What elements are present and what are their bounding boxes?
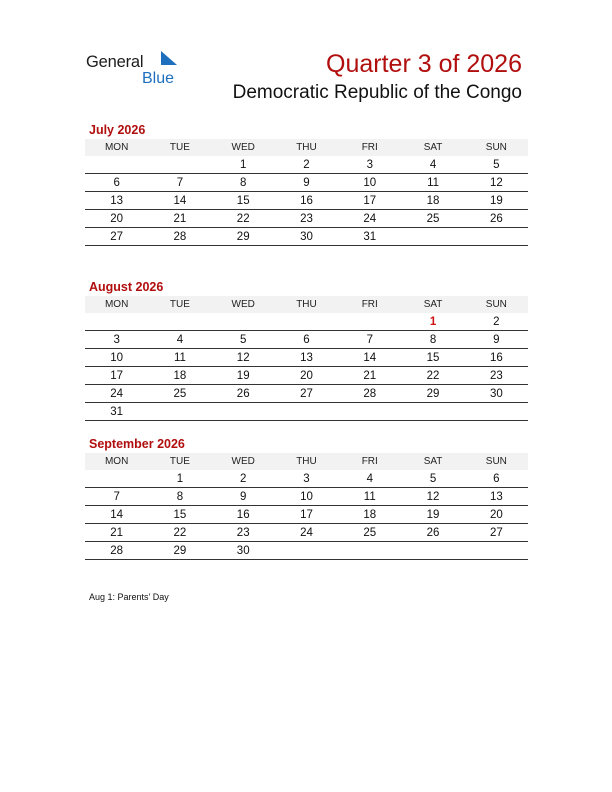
day-cell: 24: [275, 524, 338, 542]
day-cell: 20: [465, 506, 528, 524]
calendar-body: [85, 156, 528, 246]
day-cell: 20: [275, 367, 338, 385]
day-cell: 16: [275, 192, 338, 210]
day-cell: 1: [212, 156, 275, 174]
day-cell: 29: [148, 542, 211, 560]
day-cell: 30: [212, 542, 275, 560]
day-cell: 21: [85, 524, 148, 542]
day-cell: 17: [338, 192, 401, 210]
day-cell: 4: [148, 331, 211, 349]
weekday-header: SAT: [401, 139, 464, 156]
day-cell: 5: [401, 470, 464, 488]
week-row: [85, 367, 528, 385]
day-cell: 1: [148, 470, 211, 488]
empty-day-cell: [401, 542, 464, 560]
week-row: [85, 174, 528, 192]
weekday-header: FRI: [338, 296, 401, 313]
day-cell: 8: [148, 488, 211, 506]
weekday-header: MON: [85, 296, 148, 313]
weekday-header: THU: [275, 139, 338, 156]
day-cell: 28: [338, 385, 401, 403]
day-cell: 2: [465, 313, 528, 331]
calendar-body: [85, 470, 528, 560]
day-cell: 10: [85, 349, 148, 367]
weekday-header: MON: [85, 139, 148, 156]
day-cell: 25: [148, 385, 211, 403]
weekday-header: SAT: [401, 453, 464, 470]
day-cell: 29: [401, 385, 464, 403]
day-cell: 3: [338, 156, 401, 174]
day-cell: 4: [338, 470, 401, 488]
day-cell: 10: [275, 488, 338, 506]
day-cell: 12: [212, 349, 275, 367]
month-august: [85, 278, 528, 421]
day-cell: 21: [338, 367, 401, 385]
empty-day-cell: [465, 228, 528, 246]
day-cell: 2: [212, 470, 275, 488]
week-row: [85, 192, 528, 210]
week-row: [85, 210, 528, 228]
day-cell: 10: [338, 174, 401, 192]
day-cell: 16: [212, 506, 275, 524]
generalblue-logo: [86, 50, 196, 90]
day-cell: 15: [401, 349, 464, 367]
weekday-header: SAT: [401, 296, 464, 313]
empty-day-cell: [85, 156, 148, 174]
day-cell: 6: [465, 470, 528, 488]
day-cell: 19: [401, 506, 464, 524]
empty-day-cell: [338, 313, 401, 331]
day-cell: 5: [212, 331, 275, 349]
day-cell: 3: [85, 331, 148, 349]
country-name: Democratic Republic of the Congo: [232, 82, 522, 103]
day-cell: 27: [275, 385, 338, 403]
empty-day-cell: [275, 403, 338, 421]
month-title: August 2026: [89, 280, 164, 294]
day-cell: 30: [465, 385, 528, 403]
day-cell: 12: [401, 488, 464, 506]
empty-day-cell: [212, 313, 275, 331]
week-row: [85, 349, 528, 367]
weekday-header: THU: [275, 453, 338, 470]
empty-day-cell: [338, 403, 401, 421]
day-cell: 13: [85, 192, 148, 210]
day-cell: 26: [401, 524, 464, 542]
weekday-header: MON: [85, 453, 148, 470]
week-row: [85, 506, 528, 524]
day-cell: 14: [338, 349, 401, 367]
day-cell: 9: [212, 488, 275, 506]
day-cell: 17: [85, 367, 148, 385]
weekday-header: FRI: [338, 453, 401, 470]
day-cell: 25: [401, 210, 464, 228]
day-cell: 11: [148, 349, 211, 367]
day-cell: 12: [465, 174, 528, 192]
holiday-note: Aug 1: Parents’ Day: [89, 592, 169, 602]
day-cell: 9: [275, 174, 338, 192]
weekday-header: TUE: [148, 139, 211, 156]
weekday-header: SUN: [465, 139, 528, 156]
day-cell: 22: [401, 367, 464, 385]
day-cell: 21: [148, 210, 211, 228]
day-cell: 8: [401, 331, 464, 349]
logo-text-general: General: [86, 53, 144, 71]
day-cell: 31: [338, 228, 401, 246]
weekday-header: FRI: [338, 139, 401, 156]
day-cell: 29: [212, 228, 275, 246]
day-cell: 5: [465, 156, 528, 174]
day-cell: 6: [85, 174, 148, 192]
day-cell: 9: [465, 331, 528, 349]
calendar-table: [85, 453, 528, 560]
week-row: [85, 488, 528, 506]
week-row: [85, 228, 528, 246]
empty-day-cell: [401, 403, 464, 421]
holiday-day-cell: 1: [401, 313, 464, 331]
day-cell: 6: [275, 331, 338, 349]
weekday-header: TUE: [148, 453, 211, 470]
weekday-header: THU: [275, 296, 338, 313]
day-cell: 31: [85, 403, 148, 421]
month-july: [85, 121, 528, 246]
day-cell: 15: [212, 192, 275, 210]
empty-day-cell: [148, 313, 211, 331]
weekday-header: SUN: [465, 296, 528, 313]
empty-day-cell: [465, 403, 528, 421]
empty-day-cell: [338, 542, 401, 560]
day-cell: 20: [85, 210, 148, 228]
empty-day-cell: [212, 403, 275, 421]
day-cell: 25: [338, 524, 401, 542]
week-row: [85, 313, 528, 331]
calendar-table: [85, 296, 528, 421]
month-title: July 2026: [89, 123, 146, 137]
week-row: [85, 524, 528, 542]
weekday-header: WED: [212, 139, 275, 156]
week-row: [85, 385, 528, 403]
day-cell: 26: [465, 210, 528, 228]
day-cell: 23: [465, 367, 528, 385]
week-row: [85, 156, 528, 174]
day-cell: 7: [338, 331, 401, 349]
day-cell: 18: [148, 367, 211, 385]
calendar-body: [85, 313, 528, 421]
weekday-header-row: [85, 139, 528, 156]
day-cell: 4: [401, 156, 464, 174]
weekday-header: WED: [212, 453, 275, 470]
weekday-header: WED: [212, 296, 275, 313]
month-september: [85, 435, 528, 560]
day-cell: 28: [148, 228, 211, 246]
day-cell: 8: [212, 174, 275, 192]
day-cell: 19: [465, 192, 528, 210]
day-cell: 11: [401, 174, 464, 192]
empty-day-cell: [401, 228, 464, 246]
logo-triangle-icon: [158, 51, 178, 67]
empty-day-cell: [148, 403, 211, 421]
day-cell: 11: [338, 488, 401, 506]
empty-day-cell: [275, 313, 338, 331]
day-cell: 19: [212, 367, 275, 385]
day-cell: 22: [212, 210, 275, 228]
day-cell: 15: [148, 506, 211, 524]
day-cell: 17: [275, 506, 338, 524]
weekday-header-row: [85, 296, 528, 313]
day-cell: 23: [212, 524, 275, 542]
logo-text-blue: Blue: [142, 70, 175, 87]
day-cell: 22: [148, 524, 211, 542]
day-cell: 30: [275, 228, 338, 246]
day-cell: 28: [85, 542, 148, 560]
month-title: September 2026: [89, 437, 185, 451]
weekday-header-row: [85, 453, 528, 470]
empty-day-cell: [275, 542, 338, 560]
day-cell: 26: [212, 385, 275, 403]
week-row: [85, 403, 528, 421]
empty-day-cell: [85, 313, 148, 331]
page-title: Quarter 3 of 2026: [326, 50, 522, 78]
weekday-header: TUE: [148, 296, 211, 313]
day-cell: 7: [85, 488, 148, 506]
day-cell: 24: [338, 210, 401, 228]
day-cell: 13: [465, 488, 528, 506]
day-cell: 13: [275, 349, 338, 367]
week-row: [85, 331, 528, 349]
calendar-table: [85, 139, 528, 246]
day-cell: 27: [465, 524, 528, 542]
day-cell: 16: [465, 349, 528, 367]
weekday-header: SUN: [465, 453, 528, 470]
day-cell: 27: [85, 228, 148, 246]
empty-day-cell: [85, 470, 148, 488]
day-cell: 2: [275, 156, 338, 174]
day-cell: 14: [85, 506, 148, 524]
day-cell: 24: [85, 385, 148, 403]
day-cell: 3: [275, 470, 338, 488]
day-cell: 18: [401, 192, 464, 210]
day-cell: 18: [338, 506, 401, 524]
empty-day-cell: [148, 156, 211, 174]
day-cell: 14: [148, 192, 211, 210]
day-cell: 7: [148, 174, 211, 192]
week-row: [85, 542, 528, 560]
empty-day-cell: [465, 542, 528, 560]
day-cell: 23: [275, 210, 338, 228]
week-row: [85, 470, 528, 488]
